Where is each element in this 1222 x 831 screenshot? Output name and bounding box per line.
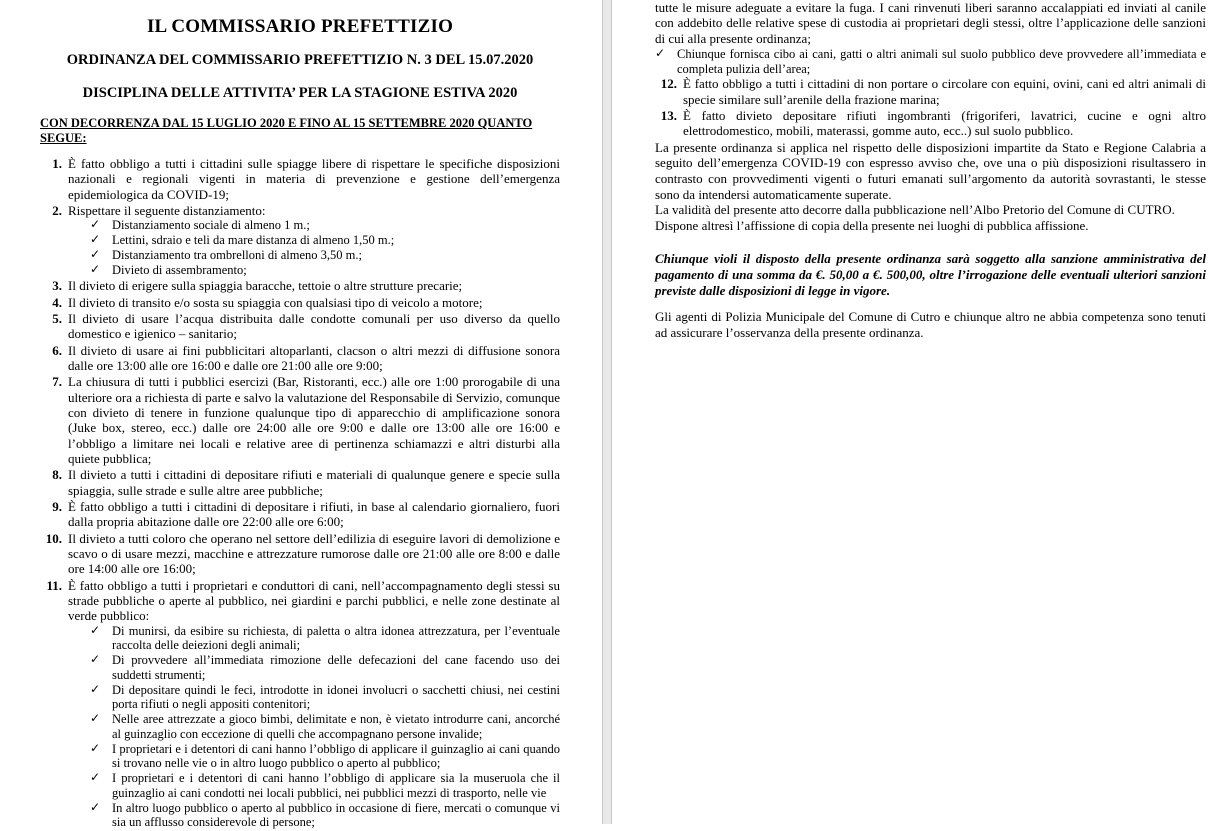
list-item-text: Il divieto di transito e/o sosta su spiaggia con qualsiasi tipo di veicolo a motore; [68, 294, 483, 310]
list-item [40, 531, 560, 577]
sub-list-item-text: Di depositare quindi le feci, introdotte in idonei involucri o sacchetti chiusi, nei cestini porta rifiuti o negli appositi contenitori; [112, 682, 560, 712]
continued-paragraph: tutte le misure adeguate a evitare la fuga. I cani rinvenuti liberi saranno accalappiati ed inviati al canile con addebito delle relative spese di custodia ai proprietari degli stessi, oltre l’applicazione delle sanzioni di cui alla presente ordinanza; [655, 0, 1206, 46]
list-item-number: 3. [52, 278, 62, 294]
list-item-number: 11. [46, 577, 62, 593]
sub-list [68, 218, 560, 277]
check-icon: ✓ [90, 652, 101, 667]
paragraph-covid-note: La presente ordinanza si applica nel rispetto delle disposizioni impartite da Stato e Regione Calabria a seguito dell’emergenza COVID-19 con espresso avviso che, ove una o più disposizioni risultassero in contrasto con provvedimenti vigenti o futuri emanati sull’argomento da autorità sovrastanti, le stesse sono da intendersi automaticamente superate. [655, 139, 1206, 202]
list-item-number: 7. [52, 374, 62, 390]
sub-list-item-text: Nelle aree attrezzate a gioco bimbi, delimitate e non, è vietato introdurre cani, ancorché al guinzaglio con eccezione di quelli che accompagnano persone invalide; [112, 712, 560, 741]
check-icon: ✓ [90, 799, 101, 814]
list-item [40, 499, 560, 530]
sub-list-item [90, 742, 560, 772]
check-icon: ✓ [90, 232, 101, 247]
document-subtitle-secondary: DISCIPLINA DELLE ATTIVITA’ PER LA STAGIONE ESTIVA 2020 [82, 85, 518, 101]
sub-list-item [90, 801, 560, 831]
sub-list-item-text: Divieto di assembramento; [112, 262, 247, 277]
list-item-text: È fatto divieto depositare rifiuti ingombranti (frigoriferi, lavatrici, cucine e ogni altro elettrodomestico, mobili, materassi, gomme auto, ecc..) sul suolo pubblico. [683, 108, 1206, 139]
sub-list-item-text: In altro luogo pubblico o aperto al pubblico in occasione di fiere, mercati o comunque vi sia un afflusso considerevole di persone; [112, 800, 560, 830]
paragraph-affissione: Dispone altresì l’affissione di copia della presente nei luoghi di pubblica affissione. [655, 217, 1089, 233]
list-item-number: 6. [52, 342, 62, 358]
list-item-text: Il divieto a tutti i cittadini di depositare rifiuti e materiali di qualunque genere e specie sulla spiaggia, sulle strade e sulle altre aree pubbliche; [68, 467, 560, 498]
list-item-text: Il divieto di usare ai fini pubblicitari altoparlanti, clacson o altri mezzi di diffusione sonora dalle ore 13:00 alle ore 16:00 e dalle ore 21:00 alle ore 9:00; [68, 342, 560, 373]
list-item-number: 2. [52, 202, 62, 218]
list-item-text: Il divieto a tutti coloro che operano nel settore dell’edilizia di eseguire lavori di demolizione e scavo o di usare mezzi, macchine e attrezzature rumorose dalle ore 21:00 alle ore 8:00 e dalle ore 14:00 alle ore 16:00; [68, 530, 560, 577]
check-icon: ✓ [90, 217, 101, 232]
list-item [40, 311, 560, 342]
sub-list-item [90, 653, 560, 683]
check-icon: ✓ [90, 681, 101, 696]
right-ordinance-list [655, 76, 1206, 138]
list-item-text: È fatto obbligo a tutti i cittadini sulle spiagge libere di rispettare le specifiche disposizioni nazionali e regionali vigenti in materia di prevenzione e gestione dell’emergenza epidemiologica da COVID-19; [68, 156, 560, 202]
list-item-text: Rispettare il seguente distanziamento: [68, 202, 266, 218]
sub-list-item [90, 624, 560, 654]
check-icon: ✓ [90, 711, 101, 726]
sub-list-item-text: Lettini, sdraio e teli da mare distanza di almeno 1,50 m.; [112, 233, 395, 248]
sub-list-item-text: Distanziamento tra ombrelloni di almeno 3,50 m.; [112, 247, 362, 262]
list-item-text: È fatto obbligo a tutti i cittadini di non portare o circolare con equini, ovini, cani ed altri animali di specie similare sull’arenile della frazione marina; [683, 76, 1206, 107]
sub-list-item [90, 263, 560, 278]
list-item [40, 203, 560, 277]
list-item-text: È fatto obbligo a tutti i proprietari e conduttori di cani, nell’accompagnamento degli stessi su strade pubbliche o aperte al pubblico, nei giardini e parchi pubblici, e nelle zone destinate al verde pubblico: [68, 577, 560, 624]
list-item [40, 343, 560, 374]
check-icon: ✓ [90, 261, 101, 276]
list-item-number: 12. [660, 76, 677, 92]
list-item [655, 76, 1206, 107]
list-item-text: È fatto obbligo a tutti i cittadini di depositare i rifiuti, in base al calendario giornaliero, fuori dalla propria abitazione dalle ore 22:00 alle ore 6:00; [68, 498, 560, 530]
left-column [0, 0, 600, 831]
check-icon: ✓ [90, 770, 101, 785]
list-item [655, 108, 1206, 139]
sub-list-item [655, 47, 1206, 77]
list-item-text: La chiusura di tutti i pubblici esercizi (Bar, Ristoranti, ecc.) alle ore 1:00 prorogabile di una ulteriore ora a richiesta di parte e salvo la valutazione del Responsabile di Servizio, comunque con divieto di tenere in funzione qualunque tipo di apparecchio di amplificazione sonora (Juke box, stereo, ecc.) dalle ore 24:00 alle ore 9:00 e dalle ore 13:00 alle ore 16:00 e l’obbligo a limitare nei locali e relative aree di pertinenza schiamazzi e altri disturbi alla quiete pubblica; [68, 374, 560, 466]
list-item [40, 156, 560, 202]
list-item [40, 295, 560, 310]
list-item [40, 374, 560, 466]
paragraph-sanction: Chiunque violi il disposto della presente ordinanza sarà soggetto alla sanzione amministrativa del pagamento di una somma da €. 50,00 a €. 500,00, oltre l’irrogazione delle eventuali ulteriori sanzioni previste dalle disposizioni di legge in vigore. [655, 251, 1206, 299]
list-item-number: 1. [52, 156, 62, 171]
left-ordinance-list [40, 156, 560, 830]
sub-list [68, 624, 560, 831]
check-icon: ✓ [90, 246, 101, 261]
sub-list-item [90, 683, 560, 713]
sub-list-item-text: Di provvedere all’immediata rimozione delle defecazioni del cane facendo uso dei suddetti strumenti; [112, 653, 560, 682]
document-subtitle: ORDINANZA DEL COMMISSARIO PREFETTIZIO N. 3 DEL 15.07.2020 [66, 52, 534, 68]
list-item [40, 467, 560, 498]
sub-list-item-text: Chiunque fornisca cibo ai cani, gatti o altri animali sul suolo pubblico deve provvedere all’immediata e completa pulizia dell’area; [677, 46, 1206, 76]
sub-list-item [90, 771, 560, 801]
list-item-number: 10. [45, 530, 62, 546]
sub-list-item-text: I proprietari e i detentori di cani hanno l’obbligo di applicare sia la museruola che il guinzaglio ai cani condotti nei locali pubblici, nei pubblici mezzi di trasporto, nelle vie [112, 771, 560, 800]
list-item-number: 8. [52, 467, 62, 483]
sub-list-item-text: I proprietari e i detentori di cani hanno l’obbligo di applicare il guinzaglio ai cani quando si trovano nelle vie o in altro luogo pubblico o aperto al pubblico; [112, 741, 560, 771]
list-item [40, 278, 560, 293]
list-item [40, 578, 560, 830]
list-item-text: Il divieto di usare l’acqua distribuita dalle condotte comunali per uso diverso da quello domestico e igienico – sanitario; [68, 310, 560, 342]
check-icon: ✓ [90, 740, 101, 755]
check-icon: ✓ [90, 622, 101, 637]
sub-list-item [90, 248, 560, 263]
decorrenza-note: CON DECORRENZA DAL 15 LUGLIO 2020 E FINO AL 15 SETTEMBRE 2020 QUANTO SEGUE: [40, 116, 533, 145]
sub-list-item [90, 218, 560, 233]
list-item-number: 9. [52, 498, 62, 514]
list-item-number: 13. [660, 108, 677, 124]
check-icon: ✓ [655, 45, 666, 60]
sub-list-item [90, 712, 560, 742]
paragraph-enforcement: Gli agenti di Polizia Municipale del Comune di Cutro e chiunque altro ne abbia competenza sono tenuti ad assicurare l’osservanza della presente ordinanza. [655, 308, 1206, 340]
right-sub-list [655, 47, 1206, 77]
sub-list-item [90, 233, 560, 248]
right-column [610, 0, 1222, 340]
sub-list-item-text: Di munirsi, da esibire su richiesta, di paletta o altra idonea attrezzatura, per l’eventuale raccolta delle deiezioni degli animali; [112, 623, 560, 653]
sub-list-item-text: Distanziamento sociale di almeno 1 m.; [112, 218, 310, 233]
list-item-text: Il divieto di erigere sulla spiaggia baracche, tettoie o altre strutture precarie; [68, 278, 463, 294]
list-item-number: 5. [52, 310, 62, 326]
paragraph-validity: La validità del presente atto decorre dalla pubblicazione nell’Albo Pretorio del Comune di CUTRO. [655, 202, 1175, 218]
list-item-number: 4. [52, 294, 62, 310]
page-title: IL COMMISSARIO PREFETTIZIO [146, 16, 454, 37]
